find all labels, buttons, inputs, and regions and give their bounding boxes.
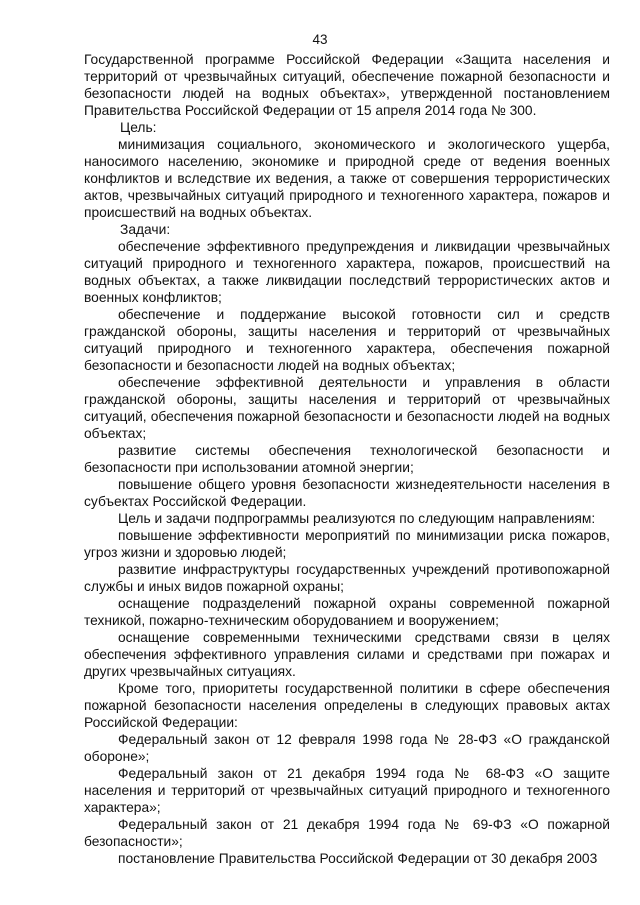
paragraph-direction: оснащение современными техническими средствами связи в целях обеспечения эффективного управления силами и средствами при пожарах и других чрезвычайных ситуациях. [84,630,610,679]
paragraph-legal-act: Федеральный закон от 12 февраля 1998 года № 28-ФЗ «О гражданской обороне»; [84,732,610,764]
paragraph-legal-acts-intro: Кроме того, приоритеты государственной политики в сфере обеспечения пожарной безопасности населения определены в следующих правовых актах Российской Федерации: [84,681,610,730]
paragraph-legal-act: Федеральный закон от 21 декабря 1994 года № 69-ФЗ «О пожарной безопасности»; [84,817,610,849]
document-body [84,51,610,867]
paragraph-legal-act: Федеральный закон от 21 декабря 1994 года № 68-ФЗ «О защите населения и территорий от чрезвычайных ситуаций природного и техногенного характера»; [84,766,610,815]
paragraph-directions-intro: Цель и задачи подпрограммы реализуются по следующим направлениям: [118,511,596,526]
paragraph-legal-act: постановление Правительства Российской Федерации от 30 декабря 2003 [118,851,598,866]
paragraph-task: повышение общего уровня безопасности жизнедеятельности населения в субъектах Российской Федерации. [84,477,610,509]
heading-goal: Цель: [120,120,157,135]
paragraph-program-reference: Государственной программе Российской Федерации «Защита населения и территорий от чрезвычайных ситуаций, обеспечение пожарной безопасности и безопасности людей на водных объектах», утвержденной постановлением Правительства Российской Федерации от 15 апреля 2014 года № 300. [84,52,610,118]
paragraph-direction: оснащение подразделений пожарной охраны современной пожарной техникой, пожарно-техническим оборудованием и вооружением; [84,596,610,628]
page-number: 43 [312,32,328,47]
paragraph-task: обеспечение эффективного предупреждения и ликвидации чрезвычайных ситуаций природного и техногенного характера, пожаров, происшествий на водных объектах, а также ликвидации последствий террористических актов и военных конфликтов; [84,239,610,305]
paragraph-direction: развитие инфраструктуры государственных учреждений противопожарной службы и иных видов пожарной охраны; [84,562,610,594]
paragraph-direction: повышение эффективности мероприятий по минимизации риска пожаров, угроз жизни и здоровью людей; [84,528,610,560]
paragraph-task: обеспечение и поддержание высокой готовности сил и средств гражданской обороны, защиты населения и территорий от чрезвычайных ситуаций природного и техногенного характера, обеспечения пожарной безопасности и безопасности людей на водных объектах; [84,307,610,373]
paragraph-goal: минимизация социального, экономического и экологического ущерба, наносимого населению, экономике и природной среде от ведения военных конфликтов и вследствие их ведения, а также от совершения террористических актов, чрезвычайных ситуаций природного и техногенного характера, пожаров и происшествий на водных объектах. [84,137,610,220]
paragraph-task: обеспечение эффективной деятельности и управления в области гражданской обороны, защиты населения и территорий от чрезвычайных ситуаций, обеспечения пожарной безопасности и безопасности людей на водных объектах; [84,375,610,441]
heading-tasks: Задачи: [120,222,171,237]
paragraph-task: развитие системы обеспечения технологической безопасности и безопасности при использовании атомной энергии; [84,443,610,475]
